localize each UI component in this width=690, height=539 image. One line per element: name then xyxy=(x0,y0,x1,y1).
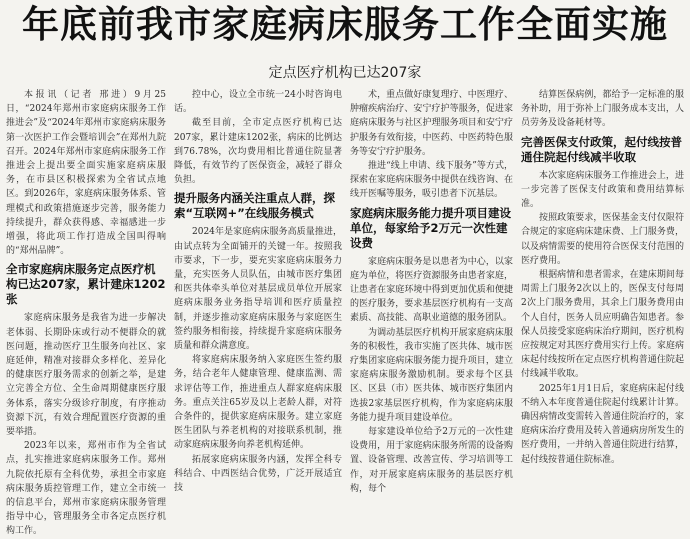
subtitle: 定点医疗机构已达207家 xyxy=(268,65,422,81)
paragraph: 结算医保病例，都给予一定标准的服务补助，用于弥补上门服务成本支出，人员劳务及设备耗材等。 xyxy=(521,90,684,129)
paragraph: 根据病情和患者需求，在建床期间每周需上门服务2次以上的，医保支付每周2次上门服务费用，其余上门服务费用由个人自付，医务人员应明确告知患者。参保人员接受家庭病床治疗期间，医疗机构应按规定对其医疗费用实行上传。家庭病床起付线按所在定点医疗机构普通住院起付线减半收取。 xyxy=(521,270,684,380)
paragraph: 将家庭病床服务纳入家庭医生签约服务，结合老年人健康管理、健康监测、需求评估等工作，推进重点人群家庭病床服务。重点关注65岁及以上老龄人群，对符合条件的，提供家庭病床服务。建立家庭医生团队与养老机构的对接联系机制，推动家庭病床服务向养老机构延伸。 xyxy=(174,355,342,451)
section-heading: 全市家庭病床服务定点医疗机构已达207家，累计建床1202张 xyxy=(6,262,166,307)
paragraph: 拓展家庭病床服务内涵，发挥全科专科结合、中西医结合优势，广泛开展适宜技 xyxy=(174,454,342,494)
paragraph: 术，重点做好康复理疗、中医理疗、肿瘤疾病治疗、安宁疗护等服务，促进家庭病床服务与社区护理服务项目和安宁疗护服务有效衔接，中医药、中医药特色服务等安宁疗护服务。 xyxy=(350,90,513,157)
paragraph: 为调动基层医疗机构开展家庭病床服务的积极性，我市实施了医共体、城市医疗集团家庭病床服务能力提升项目，建立家庭病床服务激励机制。要求每个区县区、区县（市）医共体、城市医疗集团内选拔2家基层医疗机构，作为家庭病床服务能力提升项目建设单位。 xyxy=(350,327,513,423)
article-column-1 xyxy=(6,88,166,537)
paragraph: 家庭病床服务是以患者为中心，以家庭为单位，将医疗资源服务由患者家庭，让患者在家庭环境中得到更加优质和便捷的医疗服务，要求基层医疗机构有一支高素质、高技能、高职业道德的服务团队。 xyxy=(350,256,513,324)
paragraph: 推进“线上申请、线下服务”等方式，探索在家庭病床服务中提供在线咨询、在线开医嘱等服务，吸引患者下沉基层。 xyxy=(350,161,513,200)
paragraph: 每家建设单位给予2万元的一次性建设费用，用于家庭病床服务所需的设备购置、设备管理、改善宣传、学习培训等工作，对开展家庭病床服务的基层医疗机构，每个 xyxy=(350,427,513,494)
section-heading: 提升服务内涵关注重点人群，探索“互联网+”在线服务模式 xyxy=(174,191,335,221)
paragraph: 家庭病床服务是我省为进一步解决老体弱、长期卧床或行动不便群众的就医问题，推动医疗卫生服务向社区、家庭延伸，精准对接群众多样化、差异化的健康医疗服务需求的创新之举，是建立完善全方位、全生命周期健康医疗服务体系，落实分级诊疗制度，有序推动资源下沉，有效合理配置医疗资源的重要举措。 xyxy=(6,313,166,438)
paragraph: 控中心，设立全市统一24小时咨询电话。 xyxy=(174,90,342,115)
paragraph: 2023年以来，郑州市作为全省试点，扎实推进家庭病床服务工作。郑州九院依托原有全科优势，承担全市家庭病床服务质控管理工作，建立全市统一的信息平台，郑州市家庭病床服务管理指导中心，管理服务全市各定点医疗机构工作。 xyxy=(6,441,166,537)
paragraph: 本次家庭病床服务工作推进会上，进一步完善了医保支付政策和费用结算标准。 xyxy=(521,170,684,210)
paragraph: 按照政策要求，医保基金支付仅限符合规定的家庭病床建床费、上门服务费，以及病情需要的使用符合医保支付范围的医疗费用。 xyxy=(521,213,684,266)
section-heading: 完善医保支付政策，起付线按普通住院起付线减半收取 xyxy=(521,134,682,164)
paragraph: 截至目前，全市定点医疗机构已达207家，累计建床1202张，病床的比例达到76.78%，次均费用相比普通住院显著降低，有效节约了医保资金，减轻了群众负担。 xyxy=(174,118,342,186)
article-column-3 xyxy=(350,88,513,494)
headline: 年底前我市家庭病床服务工作全面实施 xyxy=(22,3,668,46)
paragraph: 2024年是家庭病床服务高质量推进，由试点转为全面铺开的关键一年。按照我市要求，下一步，要充实家庭病床服务力量，充实医务人员队伍，由城市医疗集团和医共体牵头单位对基层成员单位开展家庭病床服务业务指导培训和医疗质量控制，并逐步推动家庭病床服务与家庭医生签约服务相衔接，持续提升家庭病床服务质量和群众满意度。 xyxy=(174,227,342,352)
article-column-2 xyxy=(174,88,342,494)
section-heading: 家庭病床服务能力提升项目建设单位，每家给予2万元一次性建设费 xyxy=(350,205,511,250)
article-column-4 xyxy=(521,88,684,465)
paragraph: 本报讯（记者 邢进）9月25日，“2024年郑州市家庭病床服务工作推进会”及“2024年郑州市家庭病床服务第一次医护工作会暨培训会”在郑州九院召开。2024年郑州市家庭病床服务工作推进会上提出要全面实施家庭病床服务，在市县区积极探索为全省试点地区。到2026年，家庭病床服务体系、管理模式和政策措施逐步完善，服务能力持续提升，群众获得感、幸福感进一步增强，将此项工作打造成全国叫得响的“郑州品牌”。 xyxy=(6,90,166,257)
paragraph: 2025年1月1日后，家庭病床起付线不纳入本年度普通住院起付线累计计算。确因病情改变需转入普通住院治疗的，家庭病床治疗费用及转入普通病房所发生的医疗费用，一并纳入普通住院进行结算，起付线按普通住院标准。 xyxy=(521,383,684,465)
